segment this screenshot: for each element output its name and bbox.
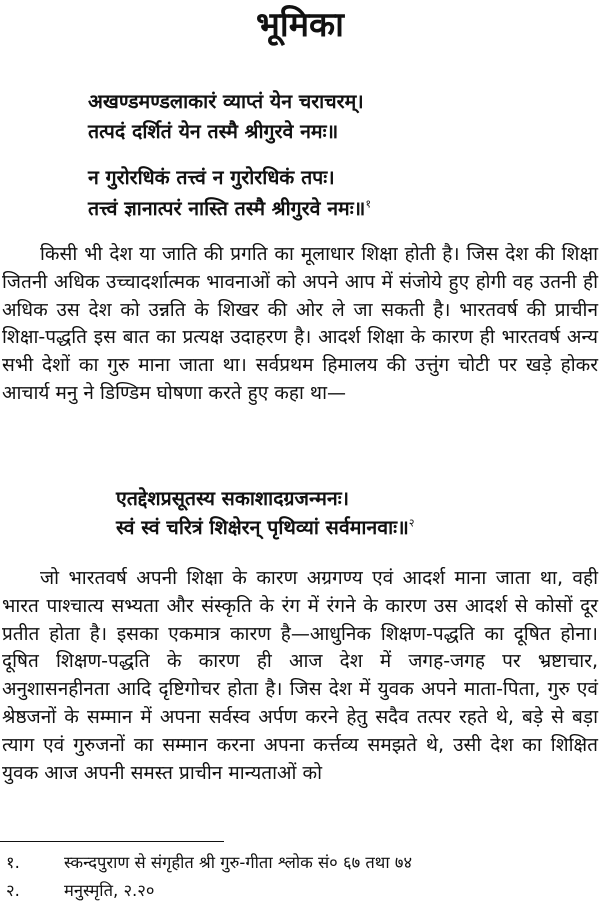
verse-3-line-1: एतद्देशप्रसूतस्य सकाशादग्रजन्मनः। (116, 487, 350, 510)
footnote-ref-1: १ (365, 197, 372, 211)
verse-3-line-2 (116, 513, 414, 543)
footnote-divider (0, 841, 224, 842)
verse-1-line-1: अखण्डमण्डलाकारं व्याप्तं येन चराचरम्। (88, 90, 364, 113)
verse-3-text: स्वं स्वं चरित्रं शिक्षेरन् पृथिव्यां सर्वमानवाः॥ (116, 516, 409, 539)
verse-2-text: तत्त्वं ज्ञानात्परं नास्ति तस्मै श्रीगुरवे नमः॥ (88, 197, 366, 220)
paragraph-1 (2, 241, 598, 408)
footnote-1 (6, 850, 412, 876)
verse-2-line-1: न गुरोरधिकं तत्त्वं न गुरोरधिकं तपः। (88, 166, 335, 189)
footnote-2 (6, 878, 154, 904)
paragraph-2-text: जो भारतवर्ष अपनी शिक्षा के कारण अग्रगण्य एवं आदर्श माना जाता था, वही भारत पाश्चात्य सभ्यता और संस्कृति के रंग में रंगने के कारण उस आदर्श से कोसों दूर प्रतीत होता है। इसका एकमात्र कारण है—आधुनिक शिक्षण-पद्धति का दूषित होना। दूषित शिक्षण-पद्धति के कारण ही आज देश में जगह-जगह पर भ्रष्टाचार, अनुशासनहीनता आदि दृष्टिगोचर होता है। जिस देश में युवक अपने माता-पिता, गुरु एवं श्रेष्ठजनों के सम्मान में अपना सर्वस्व अर्पण करने हेतु सदैव तत्पर रहते थे, बड़े से बड़ा त्याग एवं गुरुजनों का सम्मान करना अपना कर्त्तव्य समझते थे, उसी देश का शिक्षित युवक आज अपनी समस्त प्राचीन मान्यताओं को (2, 567, 598, 784)
verse-1-line-2: तत्पदं दर्शितं येन तस्मै श्रीगुरवे नमः॥ (88, 120, 339, 143)
footnote-1-number: १. (6, 853, 20, 872)
footnote-1-text: स्कन्दपुराण से संगृहीत श्री गुरु-गीता श्लोक सं० ६७ तथा ७४ (64, 853, 413, 872)
footnote-ref-2: २ (408, 516, 415, 530)
footnote-2-text: मनुस्मृति, २.२० (64, 881, 155, 900)
page-title: भूमिका (256, 5, 344, 45)
paragraph-2 (2, 565, 598, 787)
footnote-2-number: २. (6, 881, 20, 900)
paragraph-1-text: किसी भी देश या जाति की प्रगति का मूलाधार शिक्षा होती है। जिस देश की शिक्षा जितनी अधिक उच्चादर्शात्मक भावनाओं को अपने आप में संजोये हुए होगी वह उतनी ही अधिक उस देश को उन्नति के शिखर की ओर ले जा सकती है। भारतवर्ष की प्राचीन शिक्षा-पद्धति इस बात का प्रत्यक्ष उदाहरण है। आदर्श शिक्षा के कारण ही भारतवर्ष अन्य सभी देशों का गुरु माना जाता था। सर्वप्रथम हिमालय की उत्तुंग चोटी पर खड़े होकर आचार्य मनु ने डिण्डिम घोषणा करते हुए कहा था— (2, 243, 598, 404)
verse-2-line-2 (88, 194, 371, 224)
